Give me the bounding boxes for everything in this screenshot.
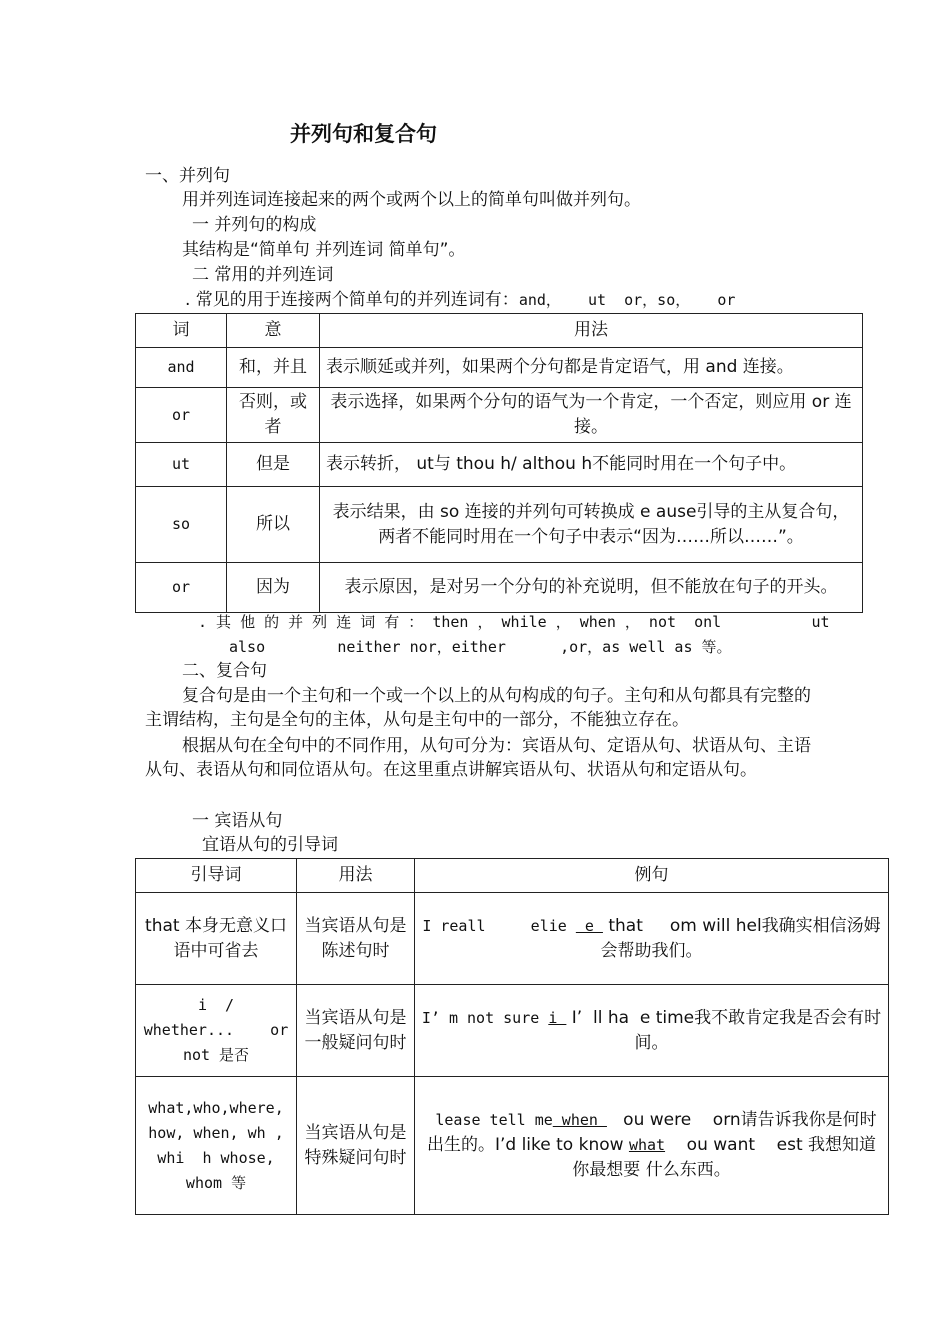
coordinate-definition: 用并列连词连接起来的两个或两个以上的简单句叫做并列句。: [182, 190, 641, 210]
cell-word: so: [136, 487, 227, 563]
table-header: 用法: [320, 314, 863, 348]
example-underline: i: [548, 1008, 567, 1027]
subheading-introducers: 宜语从句的引导词: [202, 835, 338, 855]
cell-meaning: 和，并且: [227, 348, 320, 388]
cell-usage: 表示结果，由 so 连接的并列句可转换成 e ause引导的主从复合句，两者不能同时用在一个句子中表示“因为……所以……”。: [320, 487, 863, 563]
cell-usage: 表示选择，如果两个分句的语气为一个肯定，一个否定，则应用 or 连接。: [320, 388, 863, 443]
table-header: 词: [136, 314, 227, 348]
section-heading-coordinate: 一、并列句: [145, 166, 230, 186]
introducer-line: what,who,where,: [148, 1098, 284, 1117]
subheading-conjunctions: 二 常用的并列连词: [192, 265, 334, 285]
example-part: I reall elie: [422, 916, 576, 935]
introducer-line: how, when, wh ,: [148, 1123, 284, 1142]
cell-usage: 表示转折， ut与 thou h/ althou h不能同时用在一个句子中。: [320, 443, 863, 487]
other-conjunctions-line2: also neither nor，either ,or，as well as 等。: [229, 638, 732, 656]
section-heading-complex: 二、复合句: [182, 661, 267, 681]
cell-word: ut: [136, 443, 227, 487]
introducer-line: not 是否: [182, 1046, 250, 1064]
common-conjunctions-line: [185, 288, 735, 312]
cell-usage: 表示顺延或并列，如果两个分句都是肯定语气，用 and 连接。: [320, 348, 863, 388]
introducer-line: whom 等: [185, 1173, 247, 1192]
table-header: 意: [227, 314, 320, 348]
table-row: [136, 563, 863, 613]
example-part: ou want est 我想知道你最想要 什么东西。: [572, 1135, 877, 1180]
table-row: [136, 1077, 889, 1215]
table-row: [136, 893, 889, 985]
conjunction-table: [135, 313, 863, 613]
introducer-line: whi h whose,: [157, 1148, 275, 1167]
cell-word: or: [136, 563, 227, 613]
table-row: [136, 348, 863, 388]
cell-usage: 表示原因，是对另一个分句的补充说明，但不能放在句子的开头。: [320, 563, 863, 613]
table-row: [136, 985, 889, 1077]
object-clause-table: [135, 858, 889, 1215]
cell-word: and: [136, 348, 227, 388]
example-part: that om will hel我确实相信汤姆会帮助我们。: [600, 915, 881, 961]
cell-introducer: [136, 1077, 297, 1215]
cell-example: [415, 985, 889, 1077]
clause-types: 根据从句在全句中的不同作用，从句可分为：宾语从句、定语从句、状语从句、主语从句、表语从句和同位语从句。在这里重点讲解宾语从句、状语从句和定语从句。: [145, 736, 811, 780]
cell-usage: 当宾语从句是一般疑问句时: [297, 985, 415, 1077]
subheading-object-clause: 一 宾语从句: [192, 811, 283, 831]
table-header: 例句: [415, 859, 889, 893]
common-words: and， ut or，so， or: [518, 291, 736, 309]
cell-meaning: 所以: [227, 487, 320, 563]
introducer-line: i /: [197, 996, 235, 1014]
table-header: 引导词: [136, 859, 297, 893]
table-header: 用法: [297, 859, 415, 893]
page-title: 并列句和复合句: [290, 122, 437, 146]
table-row: [136, 388, 863, 443]
cell-meaning: 但是: [227, 443, 320, 487]
cell-usage: 当宾语从句是陈述句时: [297, 893, 415, 985]
example-part: I’ ll ha e time我不敢肯定我是否会有时间。: [566, 1007, 882, 1053]
table-row: [136, 487, 863, 563]
example-underline: what: [628, 1136, 666, 1154]
cell-meaning: 否则，或者: [227, 388, 320, 443]
other-conjunctions-line1: . 其 他 的 并 列 连 词 有 ： then ， while ， when ， not onl ut: [198, 613, 830, 631]
cell-meaning: 因为: [227, 563, 320, 613]
cell-word: or: [136, 388, 227, 443]
cell-example: [415, 893, 889, 985]
example-underline: when: [552, 1111, 607, 1129]
example-underline: e: [575, 916, 603, 935]
example-part: lease tell me: [426, 1111, 553, 1129]
cell-introducer: that 本身无意义口语中可省去: [136, 893, 297, 985]
complex-definition: 复合句是由一个主句和一个或一个以上的从句构成的句子。主句和从句都具有完整的主谓结构，主句是全句的主体，从句是主句中的一部分，不能独立存在。: [145, 686, 811, 730]
common-prefix: . 常见的用于连接两个简单句的并列连词有：: [185, 290, 519, 310]
cell-usage: 当宾语从句是特殊疑问句时: [297, 1077, 415, 1215]
subheading-structure: 一 并列句的构成: [192, 215, 317, 235]
table-row: [136, 443, 863, 487]
structure-text: 其结构是“简单句 并列连词 简单句”。: [182, 240, 466, 260]
cell-introducer: [136, 985, 297, 1077]
introducer-line: whether... or: [143, 1021, 289, 1039]
example-part: I’ m not sure: [421, 1008, 549, 1027]
example-part: ou were orn请告诉我你是何时出生的。I’d like to know: [426, 1110, 877, 1155]
cell-example: [415, 1077, 889, 1215]
